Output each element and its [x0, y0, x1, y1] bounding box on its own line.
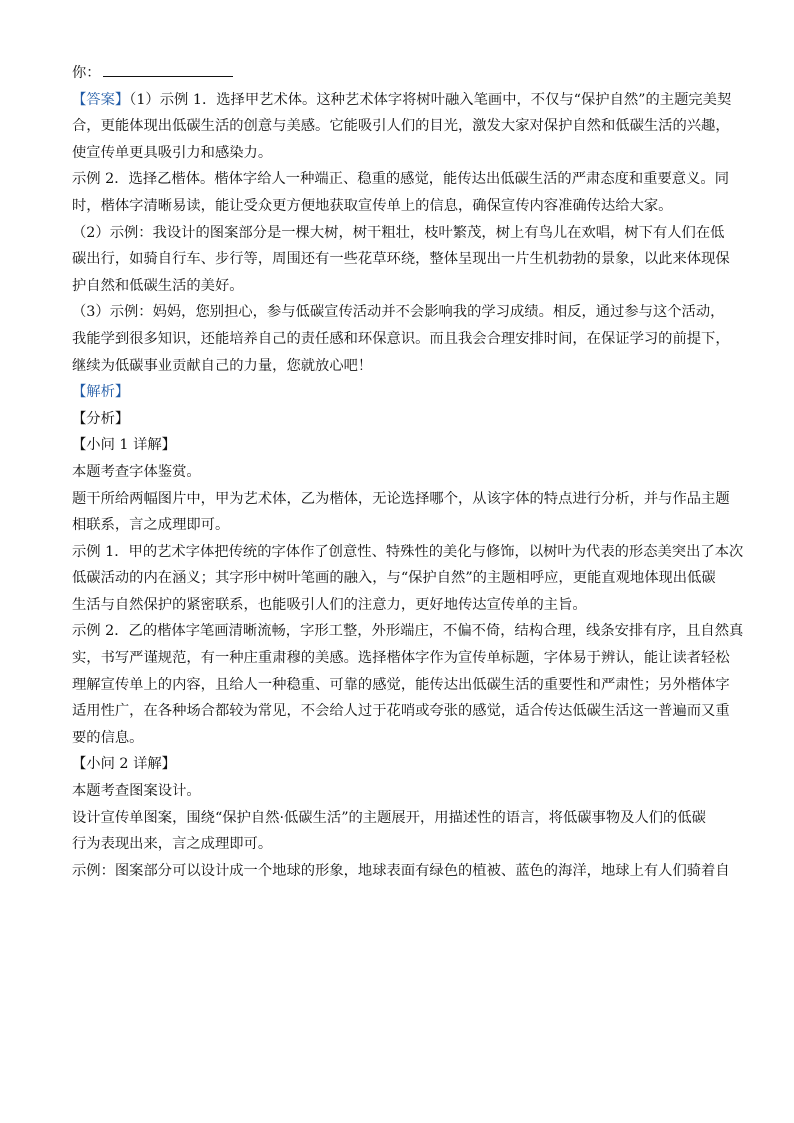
answer-line: 合，更能体现出低碳生活的创意与美感。它能吸引人们的目光，激发大家对保护自然和低碳生活的兴趣， — [72, 118, 730, 135]
sub1-line: 相联系，言之成理即可。 — [72, 517, 230, 534]
document-page — [72, 60, 744, 884]
answer-line: 碳出行，如骑自行车、步行等，周围还有一些花草环绕，整体呈现出一片生机勃勃的景象，以此来体现保 — [72, 251, 730, 268]
sub-question-1-heading: 【小问 1 详解】 — [72, 437, 176, 454]
answer-line: 我能学到很多知识，还能培养自己的责任感和环保意识。而且我会合理安排时间，在保证学习的前提下， — [72, 330, 730, 347]
answer-line: 使宣传单更具吸引力和感染力。 — [72, 144, 273, 161]
sub-question-2-heading: 【小问 2 详解】 — [72, 756, 176, 773]
answer-line: 护自然和低碳生活的美好。 — [72, 277, 244, 294]
sub1-line: 示例 1．甲的艺术字体把传统的字体作了创意性、特殊性的美化与修饰，以树叶为代表的形态美突出了本次 — [72, 543, 744, 560]
sub1-line: 适用性广，在各种场合都较为常见，不会给人过于花哨或夸张的感觉，适合传达低碳生活这一普遍而又重 — [72, 703, 730, 720]
answer-line: 时，楷体字清晰易读，能让受众更方便地获取宣传单上的信息，确保宣传内容准确传达给大家。 — [72, 197, 673, 214]
answer-line: 继续为低碳事业贡献自己的力量，您就放心吧！ — [72, 357, 373, 374]
sub2-line: 本题考查图案设计。 — [72, 783, 201, 800]
analysis-tag: 【分析】 — [72, 410, 130, 427]
answer-line: （3）示例：妈妈，您别担心，参与低碳宣传活动并不会影响我的学习成绩。相反，通过参与这个活动， — [72, 304, 725, 321]
sub1-line: 低碳活动的内在涵义；其字形中树叶笔画的融入，与“保护自然”的主题相呼应，更能直观地体现出低碳 — [72, 570, 716, 587]
name-label: 你： — [72, 65, 101, 81]
sub2-line: 设计宣传单图案，围绕“保护自然·低碳生活”的主题展开，用描述性的语言，将低碳事物及人们的低碳 — [72, 809, 706, 826]
sub2-line: 行为表现出来，言之成理即可。 — [72, 836, 273, 853]
answer-line: （2）示例：我设计的图案部分是一棵大树，树干粗壮，枝叶繁茂，树上有鸟儿在欢唱，树下有人们在低 — [72, 224, 725, 241]
sub1-line: 本题考查字体鉴赏。 — [72, 463, 201, 480]
sub1-line: 题干所给两幅图片中，甲为艺术体，乙为楷体，无论选择哪个，从该字体的特点进行分析，并与作品主题 — [72, 490, 730, 507]
sub1-line: 实，书写严谨规范，有一种庄重肃穆的美感。选择楷体字作为宣传单标题，字体易于辨认，能让读者轻松 — [72, 650, 730, 667]
sub1-line: 理解宣传单上的内容，且给人一种稳重、可靠的感觉，能传达出低碳生活的重要性和严肃性；另外楷体字 — [72, 676, 730, 693]
name-line — [72, 60, 728, 87]
sub2-line: 示例：图案部分可以设计成一个地球的形象，地球表面有绿色的植被、蓝色的海洋，地球上有人们骑着自 — [72, 862, 730, 879]
sub1-line: 示例 2．乙的楷体字笔画清晰流畅，字形工整，外形端庄，不偏不倚，结构合理，线条安排有序，且自然真 — [72, 623, 744, 640]
name-blank — [103, 62, 233, 77]
answer-line: 示例 2．选择乙楷体。楷体字给人一种端正、稳重的感觉，能传达出低碳生活的严肃态度和重要意义。同 — [72, 171, 729, 188]
sub1-line: 要的信息。 — [72, 729, 144, 746]
answer-line-1: 【答案】（1）示例 1．选择甲艺术体。这种艺术体字将树叶融入笔画中，不仅与“保护自然”的主题完美契 — [72, 91, 732, 108]
sub1-line: 生活与自然保护的紧密联系，也能吸引人们的注意力，更好地传达宣传单的主旨。 — [72, 596, 587, 613]
explanation-tag: 【解析】 — [72, 384, 130, 401]
answer-tag: 【答案】 — [72, 91, 130, 108]
